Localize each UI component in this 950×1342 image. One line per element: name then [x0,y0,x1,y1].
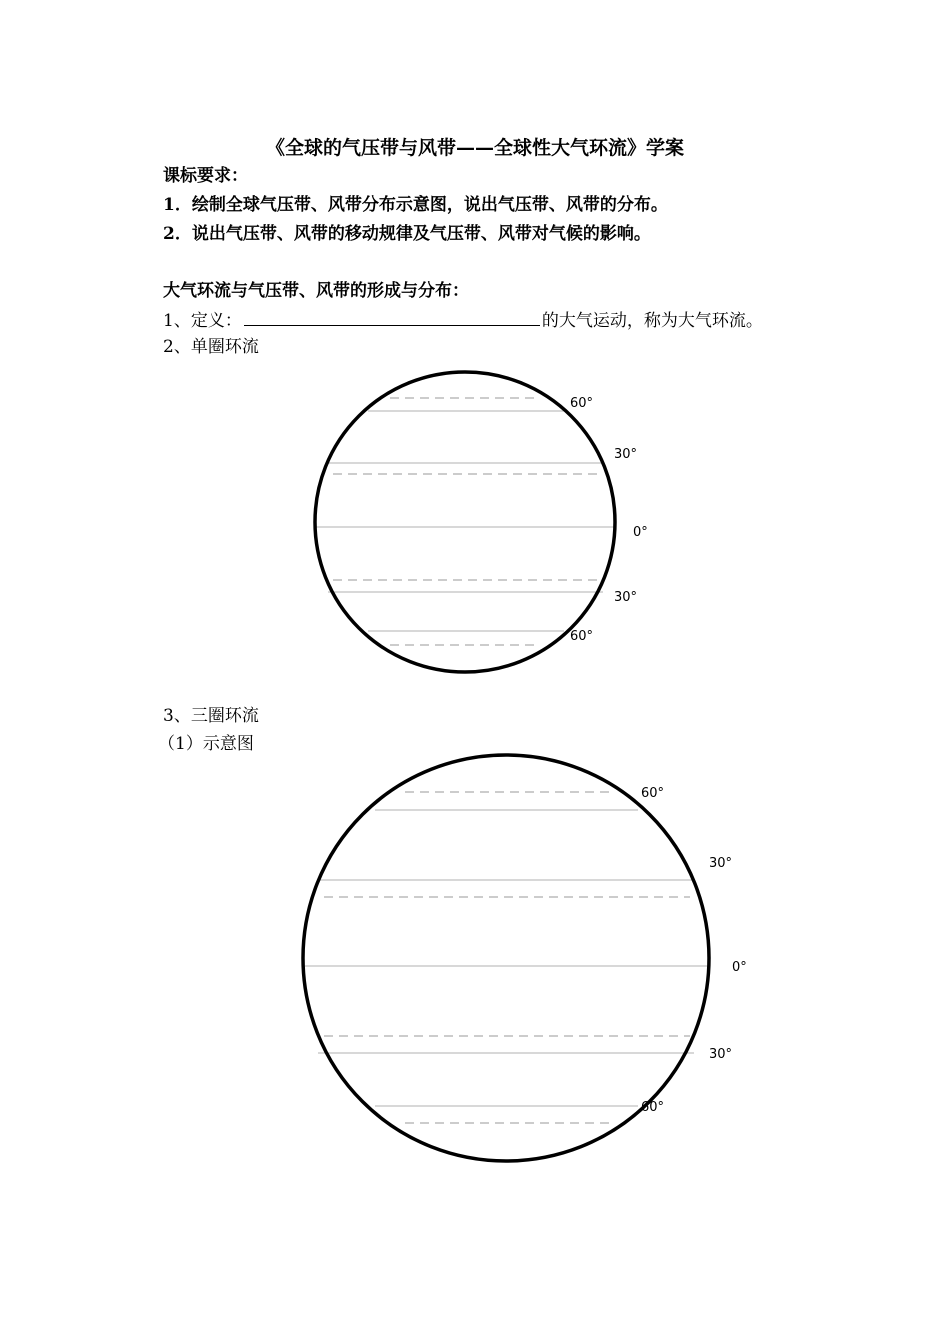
label-30n: 30° [614,447,638,462]
three-cell-subheading: （1）示意图 [158,734,254,754]
requirements-heading: 课标要求： [163,166,248,186]
three-cell-heading: 3、三圈环流 [163,706,259,726]
label-60n: 60° [570,396,594,411]
requirement-item-1: 1．绘制全球气压带、风带分布示意图，说出气压带、风带的分布。 [163,195,668,215]
page-title: 《全球的气压带与风带——全球性大气环流》学案 [265,137,684,159]
label-0: 0° [732,960,747,975]
label-0: 0° [633,525,648,540]
definition-suffix: 的大气运动，称为大气环流。 [541,311,763,331]
single-cell-heading: 2、单圈环流 [163,337,259,357]
requirement-item-2: 2．说出气压带、风带的移动规律及气压带、风带对气候的影响。 [163,224,651,244]
definition-prefix: 1、定义： [163,311,242,331]
label-60s: 60° [570,629,594,644]
section-heading: 大气环流与气压带、风带的形成与分布： [163,281,469,301]
label-30s: 30° [709,1047,733,1062]
label-60s: 60° [641,1100,665,1115]
label-30n: 30° [709,856,733,871]
label-30s: 30° [614,590,638,605]
label-60n: 60° [641,786,665,801]
